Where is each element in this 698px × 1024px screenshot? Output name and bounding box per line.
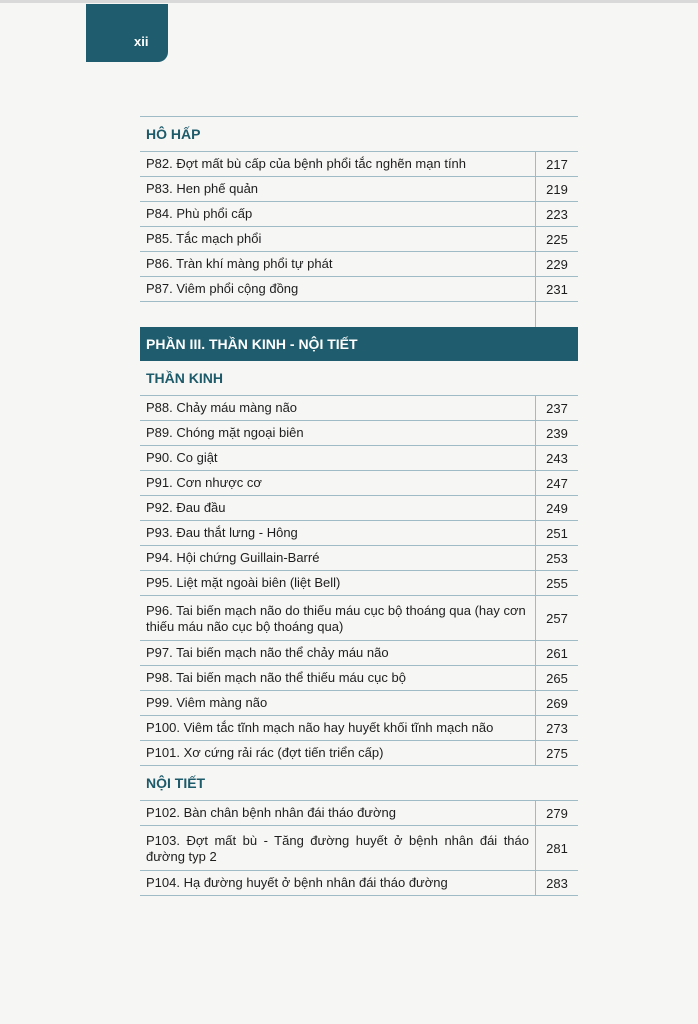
page-top-edge [0, 0, 698, 3]
toc-entry-title: P100. Viêm tắc tĩnh mạch não hay huyết khối tĩnh mạch não [146, 720, 494, 735]
toc-entry[interactable] [140, 715, 578, 740]
toc-entry[interactable] [140, 201, 578, 226]
toc-entry[interactable] [140, 151, 578, 176]
toc-entry[interactable] [140, 420, 578, 445]
toc-entry-title: P92. Đau đầu [146, 500, 226, 515]
toc-entry[interactable] [140, 176, 578, 201]
toc-entry-title: P102. Bàn chân bệnh nhân đái tháo đường [146, 805, 396, 820]
toc-entry[interactable] [140, 495, 578, 520]
toc-entry[interactable] [140, 640, 578, 665]
toc-entry-title: P95. Liệt mặt ngoài biên (liệt Bell) [146, 575, 341, 590]
toc-entry[interactable] [140, 570, 578, 595]
toc-entry-title: P85. Tắc mạch phổi [146, 231, 262, 246]
toc-entry[interactable] [140, 251, 578, 276]
toc-entry[interactable] [140, 825, 578, 870]
toc-entry-page: 247 [535, 471, 578, 495]
toc-entry-title: P104. Hạ đường huyết ở bệnh nhân đái tháo đường [146, 875, 448, 890]
toc-entry-page: 231 [535, 277, 578, 301]
page-number: xii [134, 34, 149, 49]
toc-entry-page: 243 [535, 446, 578, 470]
toc-entry-page: 217 [535, 152, 578, 176]
toc-entry[interactable] [140, 665, 578, 690]
toc-entry-title: P84. Phù phổi cấp [146, 206, 253, 221]
toc-entry[interactable] [140, 740, 578, 766]
toc-entry-title: P93. Đau thắt lưng - Hông [146, 525, 298, 540]
toc-entry-title: P87. Viêm phổi cộng đồng [146, 281, 299, 296]
toc-entry-page: 261 [535, 641, 578, 665]
toc-entry-title: P86. Tràn khí màng phổi tự phát [146, 256, 333, 271]
toc-entry-title: P99. Viêm màng não [146, 695, 268, 710]
toc-entry[interactable] [140, 226, 578, 251]
toc-entry-title: P83. Hen phế quản [146, 181, 259, 196]
toc-entry-page: 269 [535, 691, 578, 715]
toc-entry-page: 223 [535, 202, 578, 226]
toc-entry-page: 275 [535, 741, 578, 765]
toc-entry-title: P103. Đợt mất bù - Tăng đường huyết ở bệnh nhân đái tháo đường typ 2 [146, 833, 529, 864]
toc-entry-page: 283 [535, 871, 578, 895]
toc-entry-title: P94. Hội chứng Guillain-Barré [146, 550, 320, 565]
toc-entry[interactable] [140, 690, 578, 715]
toc-entry-title: P97. Tai biến mạch não thể chảy máu não [146, 645, 389, 660]
toc-entry-page: 279 [535, 801, 578, 825]
toc-entry-page: 265 [535, 666, 578, 690]
toc-entry-title: P90. Co giật [146, 450, 218, 465]
spacer-row [140, 301, 578, 327]
toc-entry-page: 251 [535, 521, 578, 545]
toc-entry-title: P101. Xơ cứng rải rác (đợt tiến triển cấp) [146, 745, 384, 760]
section-heading-than-kinh: THẦN KINH [146, 370, 223, 386]
toc-entry[interactable] [140, 276, 578, 301]
toc-entry-page: 249 [535, 496, 578, 520]
page-number-tab [86, 4, 168, 62]
toc-entry[interactable] [140, 520, 578, 545]
section-heading-ho-hap: HÔ HẤP [140, 116, 578, 151]
toc-entry-page: 229 [535, 252, 578, 276]
toc-entry-title: P82. Đợt mất bù cấp của bệnh phổi tắc nghẽn mạn tính [146, 156, 467, 171]
section-heading-noi-tiet: NỘI TIẾT [146, 775, 206, 791]
toc-entry-page: 253 [535, 546, 578, 570]
toc-entry[interactable] [140, 445, 578, 470]
toc-entry[interactable] [140, 470, 578, 495]
toc-entry-title: P96. Tai biến mạch não do thiếu máu cục bộ thoáng qua (hay cơn thiếu máu não cục bộ thoáng qua) [146, 603, 526, 634]
toc-entry-page: 255 [535, 571, 578, 595]
toc-entry-page: 281 [535, 826, 578, 870]
toc-entry-title: P88. Chảy máu màng não [146, 400, 298, 415]
toc-entry[interactable] [140, 800, 578, 825]
toc-entry-page: 273 [535, 716, 578, 740]
toc-entry[interactable] [140, 870, 578, 896]
toc-entry-title: P91. Cơn nhược cơ [146, 475, 262, 490]
toc-entry-page: 225 [535, 227, 578, 251]
toc-entry[interactable] [140, 595, 578, 640]
toc-entry-title: P89. Chóng mặt ngoại biên [146, 425, 304, 440]
table-of-contents [140, 116, 578, 896]
toc-entry-page: 257 [535, 596, 578, 640]
toc-entry-title: P98. Tai biến mạch não thể thiếu máu cục bộ [146, 670, 406, 685]
toc-entry-page: 219 [535, 177, 578, 201]
part-banner: PHẦN III. THẦN KINH - NỘI TIẾT [140, 327, 578, 361]
toc-entry[interactable] [140, 395, 578, 420]
toc-entry-page: 239 [535, 421, 578, 445]
toc-entry[interactable] [140, 545, 578, 570]
toc-entry-page: 237 [535, 396, 578, 420]
